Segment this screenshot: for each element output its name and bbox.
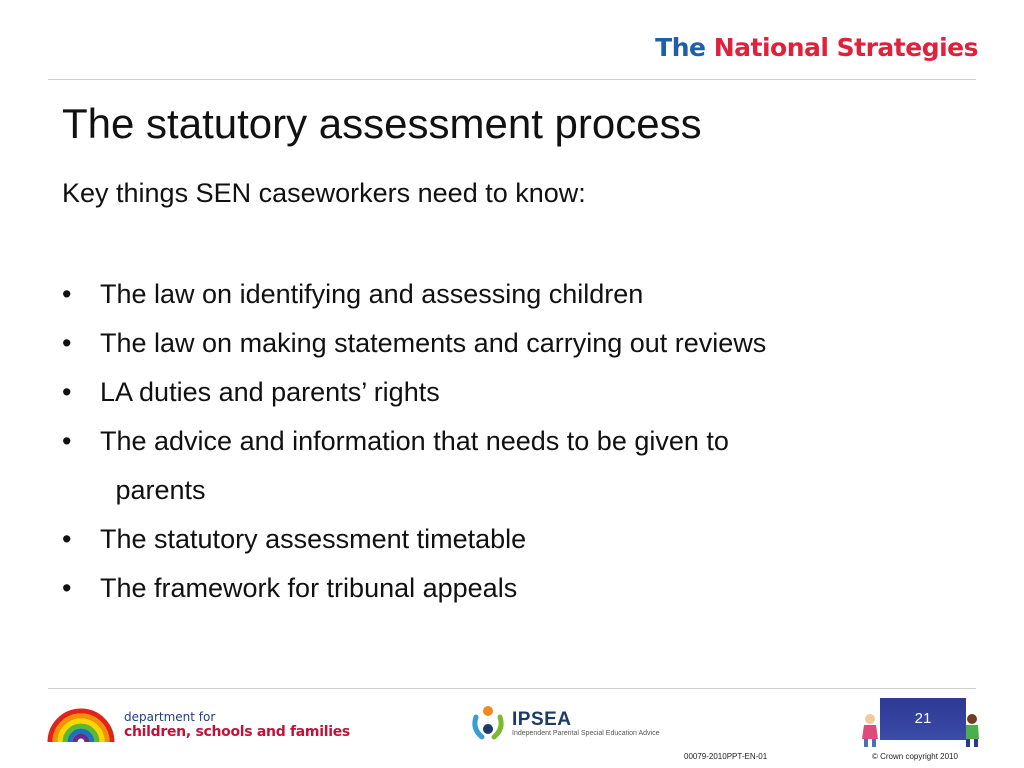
document-code: 00079-2010PPT-EN-01 [684, 752, 768, 761]
bullet-item [62, 515, 962, 564]
ipsea-logo-icon [470, 703, 506, 743]
bullet-marker: • [62, 426, 72, 456]
bullet-marker: • [62, 524, 72, 554]
bullet-text-continuation: parents [108, 475, 206, 505]
dept-line1: department for [124, 710, 216, 724]
bullet-continuation [62, 466, 962, 515]
ipsea-name: IPSEA [512, 708, 572, 730]
dept-line2: children, schools and families [124, 724, 350, 740]
bullet-item [62, 368, 962, 417]
bullet-text: The law on making statements and carrying out reviews [100, 328, 767, 358]
bullet-marker: • [62, 573, 72, 603]
copyright-notice: © Crown copyright 2010 [872, 752, 958, 761]
header-divider [48, 79, 976, 80]
bullet-marker: • [62, 328, 72, 358]
footer-divider [48, 688, 976, 689]
slide-number-badge [880, 698, 966, 740]
bullet-text: The statutory assessment timetable [100, 524, 527, 554]
brand-main: National Strategies [713, 33, 978, 62]
national-strategies-logo [655, 33, 978, 62]
slide-subtitle: Key things SEN caseworkers need to know: [62, 178, 586, 208]
ipsea-tagline: Independent Parental Special Education Advice [512, 729, 660, 737]
slide-number: 21 [914, 710, 932, 727]
bullet-item [62, 564, 962, 613]
bullet-text: The advice and information that needs to be given to [100, 426, 729, 456]
rainbow-logo-icon [46, 706, 116, 744]
bullet-item [62, 319, 962, 368]
bullet-item [62, 417, 962, 466]
bullet-text: The law on identifying and assessing children [100, 279, 644, 309]
children-illustration-icon [858, 713, 882, 749]
brand-prefix: The [655, 33, 706, 62]
bullet-list [62, 270, 962, 613]
slide-title: The statutory assessment process [62, 100, 702, 147]
ipsea-logo [470, 703, 660, 743]
bullet-text: The framework for tribunal appeals [100, 573, 518, 603]
bullet-marker: • [62, 377, 72, 407]
bullet-text: LA duties and parents’ rights [100, 377, 440, 407]
dcsf-logo [46, 706, 350, 744]
bullet-marker: • [62, 279, 72, 309]
bullet-item [62, 270, 962, 319]
